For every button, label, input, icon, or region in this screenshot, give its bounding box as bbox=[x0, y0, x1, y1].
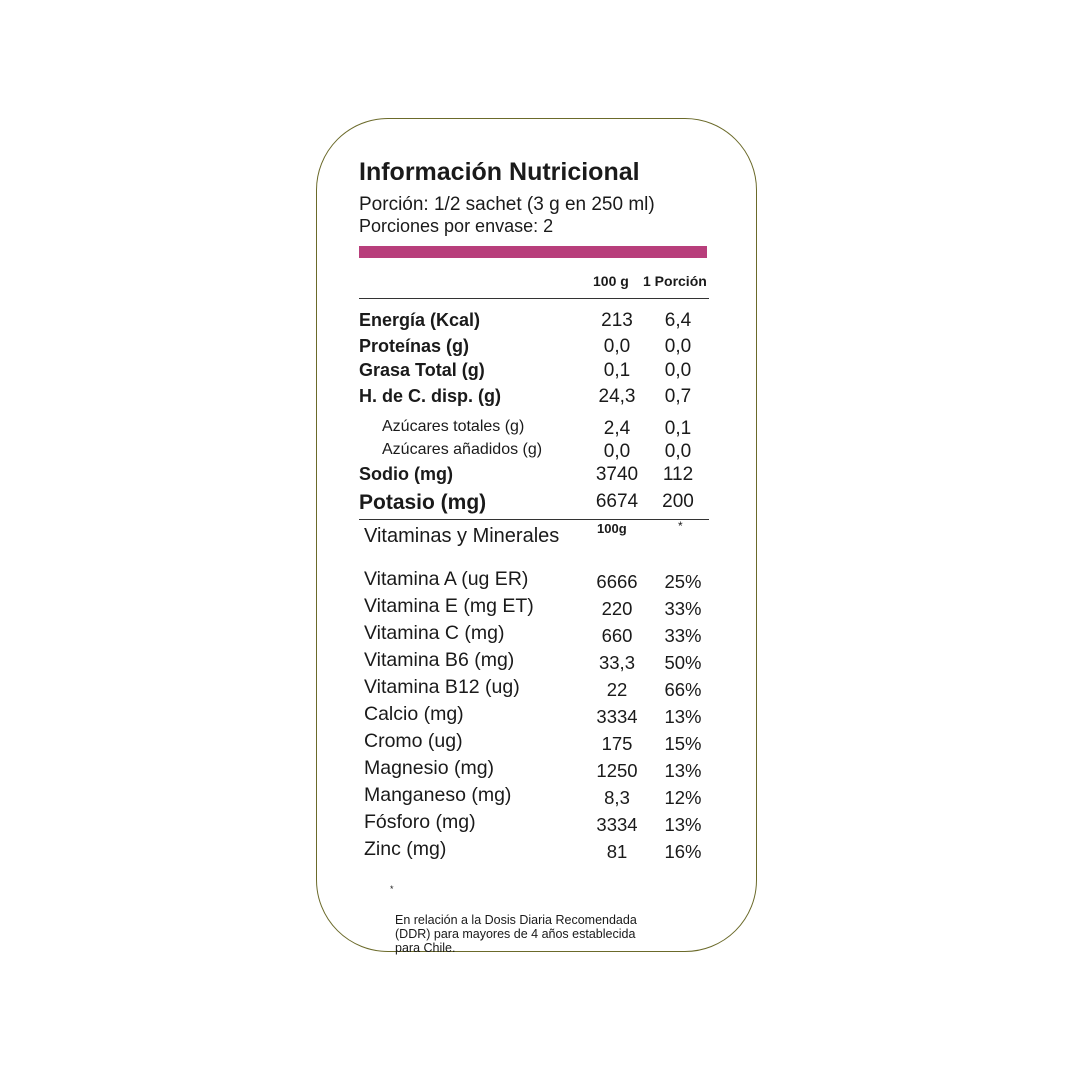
vitamin-per-100g: 1250 bbox=[596, 760, 638, 781]
vitamin-label: Manganeso (mg) bbox=[364, 784, 512, 806]
servings-per-package: Porciones por envase: 2 bbox=[359, 216, 554, 236]
vitamin-label: Magnesio (mg) bbox=[364, 757, 495, 779]
vitamin-percent-ddr: 13% bbox=[664, 814, 702, 835]
vitamin-label: Vitamina A (ug ER) bbox=[364, 568, 529, 590]
vitamins-heading: Vitaminas y Minerales bbox=[364, 525, 560, 547]
vitamin-percent-ddr: 33% bbox=[664, 598, 702, 619]
nutrient-row-potassium bbox=[359, 491, 709, 517]
nutrient-per-portion: 0,0 bbox=[664, 441, 692, 462]
vitamin-row bbox=[364, 649, 709, 675]
nutrient-row-sodium bbox=[359, 464, 709, 490]
vitamin-percent-ddr: 25% bbox=[664, 571, 702, 592]
vitamin-row bbox=[364, 730, 709, 756]
vitamin-row bbox=[364, 676, 709, 702]
vitamin-row bbox=[364, 622, 709, 648]
vitamin-row bbox=[364, 703, 709, 729]
nutrient-per-100g: 2,4 bbox=[603, 418, 631, 439]
nutrient-per-100g: 0,1 bbox=[603, 360, 631, 381]
label-title: Información Nutricional bbox=[359, 158, 640, 186]
vitamin-label: Vitamina B6 (mg) bbox=[364, 649, 515, 671]
vitamin-row bbox=[364, 811, 709, 837]
vitamin-percent-ddr: 12% bbox=[664, 787, 702, 808]
vitamin-percent-ddr: 50% bbox=[664, 652, 702, 673]
nutrient-label: Azúcares añadidos (g) bbox=[382, 441, 543, 458]
nutrient-per-portion: 0,1 bbox=[664, 418, 692, 439]
column-header-per-100g: 100 g bbox=[593, 273, 629, 289]
vitamin-label: Vitamina B12 (ug) bbox=[364, 676, 520, 698]
footnote-mark: * bbox=[390, 884, 394, 894]
vitamins-column-percent-mark: * bbox=[678, 519, 683, 533]
nutrient-label: Potasio (mg) bbox=[359, 491, 487, 514]
vitamin-label: Calcio (mg) bbox=[364, 703, 464, 725]
nutrient-row-carbs bbox=[359, 386, 709, 412]
vitamin-row bbox=[364, 595, 709, 621]
vitamin-per-100g: 6666 bbox=[596, 571, 638, 592]
nutrient-row-fat bbox=[359, 360, 709, 386]
nutrient-label: Sodio (mg) bbox=[359, 464, 453, 484]
vitamin-per-100g: 660 bbox=[601, 625, 633, 646]
accent-bar bbox=[359, 246, 707, 258]
nutrient-per-100g: 0,0 bbox=[603, 336, 631, 357]
vitamin-label: Cromo (ug) bbox=[364, 730, 463, 752]
nutrient-per-100g: 213 bbox=[601, 310, 633, 331]
nutrient-per-portion: 6,4 bbox=[664, 310, 692, 331]
nutrient-per-100g: 24,3 bbox=[598, 386, 636, 407]
vitamin-per-100g: 220 bbox=[601, 598, 633, 619]
vitamin-per-100g: 8,3 bbox=[604, 787, 630, 808]
vitamin-row bbox=[364, 757, 709, 783]
serving-size: Porción: 1/2 sachet (3 g en 250 ml) bbox=[359, 194, 655, 215]
vitamin-row bbox=[364, 838, 709, 864]
nutrient-label: Grasa Total (g) bbox=[359, 360, 485, 380]
nutrient-per-100g: 0,0 bbox=[603, 441, 631, 462]
vitamins-column-100g: 100g bbox=[597, 521, 627, 536]
divider bbox=[359, 519, 709, 520]
vitamin-label: Vitamina C (mg) bbox=[364, 622, 505, 644]
nutrient-per-portion: 0,0 bbox=[664, 336, 692, 357]
vitamin-percent-ddr: 16% bbox=[664, 841, 702, 862]
nutrient-per-portion: 0,0 bbox=[664, 360, 692, 381]
nutrient-label: H. de C. disp. (g) bbox=[359, 386, 501, 406]
nutrient-per-100g: 3740 bbox=[595, 464, 639, 485]
column-header-per-portion: 1 Porción bbox=[643, 273, 707, 289]
nutrient-per-portion: 200 bbox=[662, 491, 694, 512]
vitamin-row bbox=[364, 784, 709, 810]
vitamin-per-100g: 22 bbox=[606, 679, 628, 700]
vitamin-percent-ddr: 15% bbox=[664, 733, 702, 754]
vitamin-row bbox=[364, 568, 709, 594]
nutrient-row-protein bbox=[359, 336, 709, 362]
footnote bbox=[390, 884, 637, 955]
vitamin-per-100g: 3334 bbox=[596, 706, 638, 727]
nutrient-label: Proteínas (g) bbox=[359, 336, 470, 356]
vitamin-percent-ddr: 66% bbox=[664, 679, 702, 700]
vitamin-percent-ddr: 33% bbox=[664, 625, 702, 646]
vitamin-per-100g: 175 bbox=[601, 733, 633, 754]
vitamin-per-100g: 33,3 bbox=[598, 652, 635, 673]
nutrient-per-portion: 112 bbox=[662, 464, 694, 485]
vitamin-per-100g: 81 bbox=[606, 841, 628, 862]
footnote-text: En relación a la Dosis Diaria Recomendada (DDR) para mayores de 4 años establecida para Chile. bbox=[395, 913, 637, 955]
divider bbox=[359, 298, 709, 299]
nutrient-per-portion: 0,7 bbox=[664, 386, 692, 407]
vitamin-label: Vitamina E (mg ET) bbox=[364, 595, 534, 617]
vitamin-percent-ddr: 13% bbox=[664, 706, 702, 727]
nutrient-label: Energía (Kcal) bbox=[359, 310, 481, 330]
nutrient-row-energy bbox=[359, 310, 709, 336]
nutrient-per-100g: 6674 bbox=[595, 491, 639, 512]
vitamin-percent-ddr: 13% bbox=[664, 760, 702, 781]
nutrient-label: Azúcares totales (g) bbox=[382, 418, 525, 435]
vitamin-label: Zinc (mg) bbox=[364, 838, 447, 860]
vitamin-label: Fósforo (mg) bbox=[364, 811, 476, 833]
vitamin-per-100g: 3334 bbox=[596, 814, 638, 835]
